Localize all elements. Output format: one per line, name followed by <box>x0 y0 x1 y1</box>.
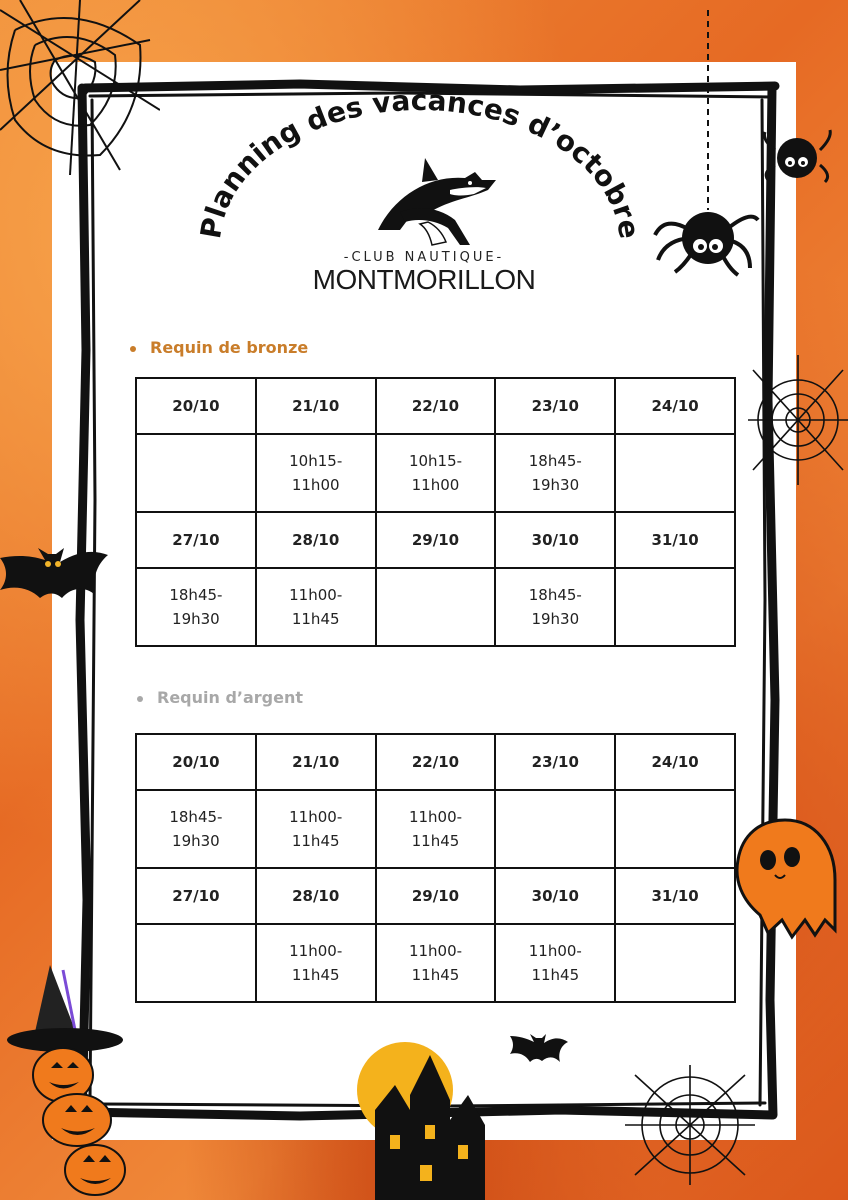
date-cell: 21/10 <box>256 378 376 434</box>
date-cell: 30/10 <box>495 512 615 568</box>
date-cell: 28/10 <box>256 868 376 924</box>
bat-icon <box>0 540 110 620</box>
haunted-house-icon <box>350 1040 500 1200</box>
shark-logo-icon <box>370 150 500 250</box>
time-cell: 11h00- 11h45 <box>376 924 496 1002</box>
time-cell <box>615 568 735 646</box>
club-name: MONTMORILLON <box>312 264 536 295</box>
section-label-argent <box>137 688 303 707</box>
section-label-bronze <box>130 338 308 357</box>
spider-web-icon <box>625 1065 755 1185</box>
time-row <box>136 790 735 868</box>
time-cell: 18h45- 19h30 <box>495 434 615 512</box>
time-cell: 18h45- 19h30 <box>136 790 256 868</box>
date-cell: 27/10 <box>136 868 256 924</box>
time-cell <box>615 790 735 868</box>
time-cell: 18h45- 19h30 <box>136 568 256 646</box>
time-row <box>136 434 735 512</box>
time-cell <box>615 924 735 1002</box>
time-row <box>136 568 735 646</box>
spider-web-icon <box>748 355 848 485</box>
spider-web-icon <box>0 0 160 175</box>
spider-icon <box>650 10 840 290</box>
date-cell: 29/10 <box>376 512 496 568</box>
date-cell: 21/10 <box>256 734 376 790</box>
time-cell: 11h00- 11h45 <box>376 790 496 868</box>
svg-text:Planning des vacances d’octobr: Planning des vacances d’octobre <box>193 83 647 241</box>
date-row <box>136 512 735 568</box>
time-cell <box>136 434 256 512</box>
date-cell: 30/10 <box>495 868 615 924</box>
date-cell: 22/10 <box>376 378 496 434</box>
bullet-icon <box>137 696 143 702</box>
time-cell <box>376 568 496 646</box>
date-cell: 31/10 <box>615 868 735 924</box>
date-row <box>136 378 735 434</box>
schedule-table-bronze <box>135 377 736 647</box>
section-title: Requin d’argent <box>157 688 304 707</box>
time-row <box>136 924 735 1002</box>
time-cell: 11h00- 11h45 <box>256 924 376 1002</box>
time-cell <box>615 434 735 512</box>
section-title: Requin de bronze <box>150 338 309 357</box>
time-cell: 11h00- 11h45 <box>256 568 376 646</box>
date-cell: 24/10 <box>615 734 735 790</box>
date-row <box>136 868 735 924</box>
time-cell <box>495 790 615 868</box>
date-cell: 23/10 <box>495 734 615 790</box>
date-row <box>136 734 735 790</box>
time-cell <box>136 924 256 1002</box>
date-cell: 29/10 <box>376 868 496 924</box>
date-cell: 20/10 <box>136 378 256 434</box>
club-subtitle: -CLUB NAUTIQUE- <box>343 250 505 265</box>
date-cell: 24/10 <box>615 378 735 434</box>
date-cell: 20/10 <box>136 734 256 790</box>
time-cell: 10h15- 11h00 <box>376 434 496 512</box>
schedule-table-argent <box>135 733 736 1003</box>
time-cell: 11h00- 11h45 <box>256 790 376 868</box>
time-cell: 10h15- 11h00 <box>256 434 376 512</box>
pumpkin-icon <box>5 960 130 1200</box>
bullet-icon <box>130 346 136 352</box>
date-cell: 27/10 <box>136 512 256 568</box>
time-cell: 11h00- 11h45 <box>495 924 615 1002</box>
date-cell: 23/10 <box>495 378 615 434</box>
ghost-icon <box>730 815 840 945</box>
date-cell: 31/10 <box>615 512 735 568</box>
date-cell: 22/10 <box>376 734 496 790</box>
date-cell: 28/10 <box>256 512 376 568</box>
time-cell: 18h45- 19h30 <box>495 568 615 646</box>
bat-icon <box>510 1028 568 1068</box>
